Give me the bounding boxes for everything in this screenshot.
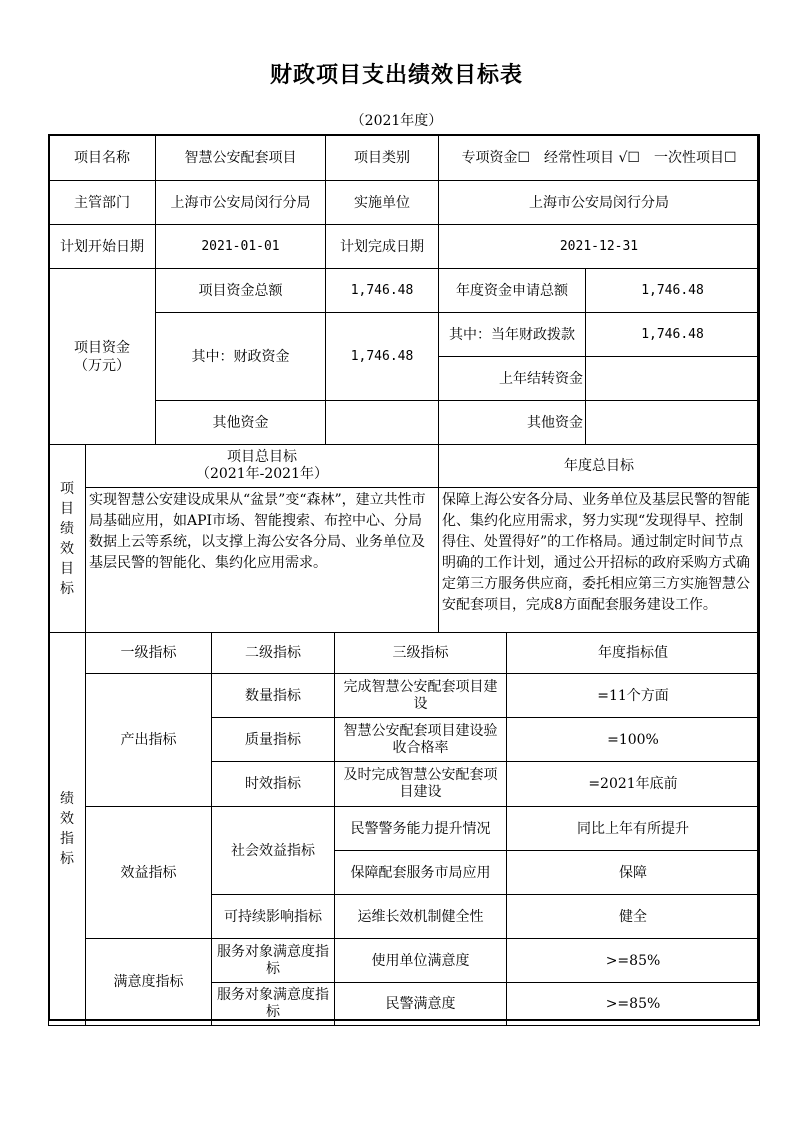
basic-info-table (48, 134, 760, 269)
start-date: 2021-01-01 (156, 225, 326, 269)
impl: 上海市公安局闵行分局 (439, 181, 760, 225)
goals-label: 项目绩效目标 (49, 445, 86, 633)
sat-l3b: 民警满意度 (335, 983, 507, 1026)
funds-total-label: 项目资金总额 (156, 269, 326, 313)
quantity-indicator: 数量指标 (212, 674, 335, 718)
sustain-value: 健全 (507, 895, 760, 939)
funds-other-left-label: 其他资金 (156, 401, 326, 445)
quality-value: =100% (507, 718, 760, 762)
year-label: （2021年度） (350, 113, 443, 129)
quality-indicator: 质量指标 (212, 718, 335, 762)
sat-value-a: >=85% (507, 939, 760, 983)
col-level1: 一级指标 (86, 633, 212, 674)
funds-current-label: 其中：当年财政拨款 (439, 313, 586, 357)
indicators-table (48, 632, 760, 1026)
social-value-a: 同比上年有所提升 (507, 807, 760, 851)
project-name: 智慧公安配套项目 (156, 135, 326, 181)
social-value-b: 保障 (507, 851, 760, 895)
funds-annual-label: 年度资金申请总额 (439, 269, 586, 313)
funds-carry (586, 357, 760, 401)
funds-table (48, 268, 760, 445)
social-indicator: 社会效益指标 (212, 807, 335, 895)
funds-other-left (326, 401, 439, 445)
social-l3b: 保障配套服务市局应用 (335, 851, 507, 895)
end-date-label: 计划完成日期 (326, 225, 439, 269)
sat-l3a: 使用单位满意度 (335, 939, 507, 983)
funds-carry-label: 上年结转资金 (439, 357, 586, 401)
page-title: 财政项目支出绩效目标表 (269, 62, 523, 88)
goals-overall-range: （2021年-2021年） (196, 466, 328, 482)
sat-l2a: 服务对象满意度指标 (212, 939, 335, 983)
timeliness-l3: 及时完成智慧公安配套项目建设 (335, 762, 507, 807)
sat-value-b: >=85% (507, 983, 760, 1026)
satisfaction-indicator: 满意度指标 (86, 939, 212, 1026)
col-level3: 三级指标 (335, 633, 507, 674)
goals-overall-header (86, 445, 439, 488)
output-indicator: 产出指标 (86, 674, 212, 807)
project-type: 专项资金☐ 经常性项目 √☐ 一次性项目☐ (439, 135, 760, 181)
funds-fiscal-label: 其中：财政资金 (156, 313, 326, 401)
start-date-label: 计划开始日期 (49, 225, 156, 269)
quantity-value: =11个方面 (507, 674, 760, 718)
funds-other-right-label: 其他资金 (439, 401, 586, 445)
timeliness-indicator: 时效指标 (212, 762, 335, 807)
impl-label: 实施单位 (326, 181, 439, 225)
goals-overall-text: 实现智慧公安建设成果从“盆景”变“森林”，建立共性市局基础应用，如API市场、智能搜索、布控中心、分局数据上云等系统，以支撑上海公安各分局、业务单位及基层民警的智能化、集约化应用需求。 (86, 488, 439, 633)
funds-other-right (586, 401, 760, 445)
funds-label: 项目资金 （万元） (49, 269, 156, 445)
end-date: 2021-12-31 (439, 225, 760, 269)
col-value: 年度指标值 (507, 633, 760, 674)
sustain-indicator: 可持续影响指标 (212, 895, 335, 939)
indicators-label: 绩效指标 (49, 633, 86, 1026)
sat-l2b: 服务对象满意度指标 (212, 983, 335, 1026)
sustain-l3: 运维长效机制健全性 (335, 895, 507, 939)
project-name-label: 项目名称 (49, 135, 156, 181)
col-level2: 二级指标 (212, 633, 335, 674)
quality-l3: 智慧公安配套项目建设验收合格率 (335, 718, 507, 762)
benefit-indicator: 效益指标 (86, 807, 212, 939)
goals-annual-text: 保障上海公安各分局、业务单位及基层民警的智能化、集约化应用需求，努力实现“发现得早、控制得住、处置得好”的工作格局。通过制定时间节点明确的工作计划，通过公开招标的政府采购方式确定第三方服务供应商，委托相应第三方实施智慧公安配套项目，完成8方面配套服务建设工作。 (439, 488, 760, 633)
goals-annual-title: 年度总目标 (439, 445, 760, 488)
goals-overall-title: 项目总目标 (227, 449, 297, 465)
timeliness-value: =2021年底前 (507, 762, 760, 807)
social-l3a: 民警警务能力提升情况 (335, 807, 507, 851)
quantity-l3: 完成智慧公安配套项目建设 (335, 674, 507, 718)
funds-total: 1,746.48 (326, 269, 439, 313)
funds-annual: 1,746.48 (586, 269, 760, 313)
project-type-label: 项目类别 (326, 135, 439, 181)
funds-fiscal: 1,746.48 (326, 313, 439, 401)
dept-label: 主管部门 (49, 181, 156, 225)
dept: 上海市公安局闵行分局 (156, 181, 326, 225)
goals-table (48, 444, 760, 633)
funds-current: 1,746.48 (586, 313, 760, 357)
